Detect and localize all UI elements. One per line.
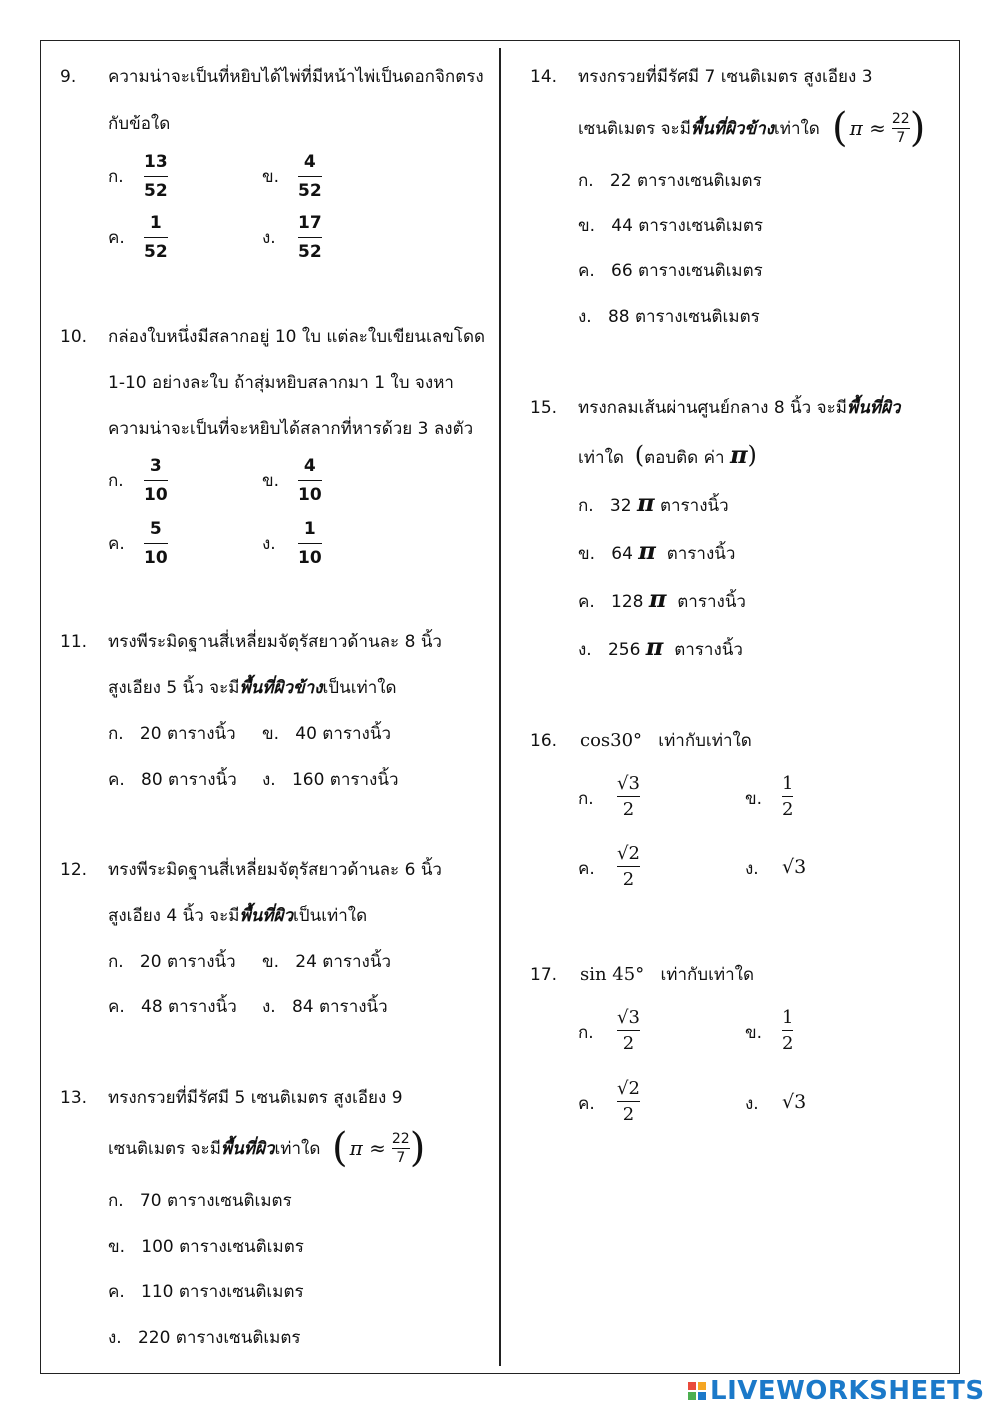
q16-option-a-fraction: √3 2 [617,773,640,820]
q13-text-line2: เซนติเมตร จะมีพื้นที่ผิวเท่าใด [108,1139,321,1159]
q14-pi-approx: ( π ≈ 22 7 ) [832,105,926,151]
q11-option-c: ค. 80 ตารางนิ้ว [108,770,237,790]
q9-option-label: ค. [108,228,125,248]
q14-number: 14. [530,67,558,87]
q9-option-d-fraction: 17 52 [298,213,322,262]
q13-option-d: ง. 220 ตารางเซนติเมตร [108,1328,301,1348]
q16-option-d-value: √3 [782,856,807,878]
q17-text: sin 45° เท่ากับเท่าใด [580,964,754,985]
q17-number: 17. [530,965,558,985]
q15-option-c: ค. 128 π ตารางนิ้ว [578,584,746,613]
q17-option-label: ข. [745,1023,763,1043]
q15-option-d: ง. 256 π ตารางนิ้ว [578,632,743,661]
q10-option-b-fraction: 4 10 [298,456,322,505]
q13-text-line1: ทรงกรวยที่มีรัศมี 5 เซนติเมตร สูงเอียง 9 [108,1088,403,1108]
q14-option-d: ง. 88 ตารางเซนติเมตร [578,307,760,327]
q10-option-label: ข. [262,471,280,491]
q11-text-line2: สูงเอียง 5 นิ้ว จะมีพื้นที่ผิวข้างเป็นเท่าใด [108,678,397,698]
q14-option-c: ค. 66 ตารางเซนติเมตร [578,261,763,281]
q13-option-c: ค. 110 ตารางเซนติเมตร [108,1282,304,1302]
logo-square [688,1382,696,1390]
q12-option-a: ก. 20 ตารางนิ้ว [108,952,236,972]
q12-number: 12. [60,860,88,880]
q10-text-line2: 1-10 อย่างละใบ ถ้าสุ่มหยิบสลากมา 1 ใบ จงหา [108,373,454,393]
q12-text-line1: ทรงพีระมิดฐานสี่เหลี่ยมจัตุรัสยาวด้านละ 6 นิ้ว [108,860,442,880]
q11-option-a: ก. 20 ตารางนิ้ว [108,724,236,744]
q17-option-b-fraction: 1 2 [782,1007,794,1054]
q9-option-b-fraction: 4 52 [298,152,322,201]
q9-option-a-fraction: 13 52 [144,152,168,201]
q16-text: cos30° เท่ากับเท่าใด [580,730,752,751]
q10-number: 10. [60,327,88,347]
q15-text-line2: เท่าใด (ตอบติด ค่า π) [578,440,757,469]
q17-option-label: ค. [578,1094,595,1114]
q15-number: 15. [530,398,558,418]
q15-text-line1: ทรงกลมเส้นผ่านศูนย์กลาง 8 นิ้ว จะมีพื้นที่ผิว [578,398,901,418]
logo-square [688,1392,696,1400]
brand-name: LIVEWORKSHEETS [710,1376,985,1406]
q12-text-line2: สูงเอียง 4 นิ้ว จะมีพื้นที่ผิวเป็นเท่าใด [108,906,368,926]
q17-option-c-fraction: √2 2 [617,1078,640,1125]
q17-option-a-fraction: √3 2 [617,1007,640,1054]
q9-option-label: ก. [108,167,124,187]
q11-option-d: ง. 160 ตารางนิ้ว [262,770,399,790]
q12-option-d: ง. 84 ตารางนิ้ว [262,997,388,1017]
column-divider [499,48,501,1366]
q17-option-d-value: √3 [782,1091,807,1113]
q10-option-label: ค. [108,534,125,554]
q16-option-b-fraction: 1 2 [782,773,794,820]
q9-text-line1: ความน่าจะเป็นที่หยิบได้ไพ่ที่มีหน้าไพ่เป็นดอกจิกตรง [108,67,484,87]
q10-option-a-fraction: 3 10 [144,456,168,505]
q9-option-label: ง. [262,228,276,248]
q13-option-b: ข. 100 ตารางเซนติเมตร [108,1237,304,1257]
q16-option-label: ง. [745,859,759,879]
q9-option-c-fraction: 1 52 [144,213,168,262]
q11-option-b: ข. 40 ตารางนิ้ว [262,724,392,744]
q17-option-label: ง. [745,1094,759,1114]
q13-option-a: ก. 70 ตารางเซนติเมตร [108,1191,292,1211]
q11-text-line1: ทรงพีระมิดฐานสี่เหลี่ยมจัตุรัสยาวด้านละ 8 นิ้ว [108,632,442,652]
q16-option-c-fraction: √2 2 [617,843,640,890]
q14-option-b: ข. 44 ตารางเซนติเมตร [578,216,764,236]
q14-option-a: ก. 22 ตารางเซนติเมตร [578,171,762,191]
q12-option-b: ข. 24 ตารางนิ้ว [262,952,392,972]
q16-option-label: ก. [578,789,594,809]
q15-option-a: ก. 32 π ตารางนิ้ว [578,488,729,517]
q16-option-label: ค. [578,859,595,879]
q9-number: 9. [60,67,77,87]
logo-squares-icon [688,1382,706,1400]
q15-option-b: ข. 64 π ตารางนิ้ว [578,536,736,565]
q16-option-label: ข. [745,789,763,809]
logo-square [698,1382,706,1390]
q14-text-line1: ทรงกรวยที่มีรัศมี 7 เซนติเมตร สูงเอียง 3 [578,67,873,87]
q14-text-line2: เซนติเมตร จะมีพื้นที่ผิวข้างเท่าใด [578,119,820,139]
q17-option-label: ก. [578,1023,594,1043]
q12-option-c: ค. 48 ตารางนิ้ว [108,997,237,1017]
q10-option-c-fraction: 5 10 [144,519,168,568]
q16-number: 16. [530,731,558,751]
q9-text-line2: กับข้อใด [108,114,171,134]
logo-square [698,1392,706,1400]
liveworksheets-logo[interactable] [688,1376,985,1406]
q10-text-line3: ความน่าจะเป็นที่จะหยิบได้สลากที่หารด้วย 3 ลงตัว [108,419,474,439]
q13-number: 13. [60,1088,88,1108]
q10-option-d-fraction: 1 10 [298,519,322,568]
q10-option-label: ง. [262,534,276,554]
q13-pi-approx: ( π ≈ 22 7 ) [332,1125,426,1171]
q9-option-label: ข. [262,167,280,187]
q10-option-label: ก. [108,471,124,491]
q10-text-line1: กล่องใบหนึ่งมีสลากอยู่ 10 ใบ แต่ละใบเขียนเลขโดด [108,327,486,347]
q11-number: 11. [60,632,88,652]
